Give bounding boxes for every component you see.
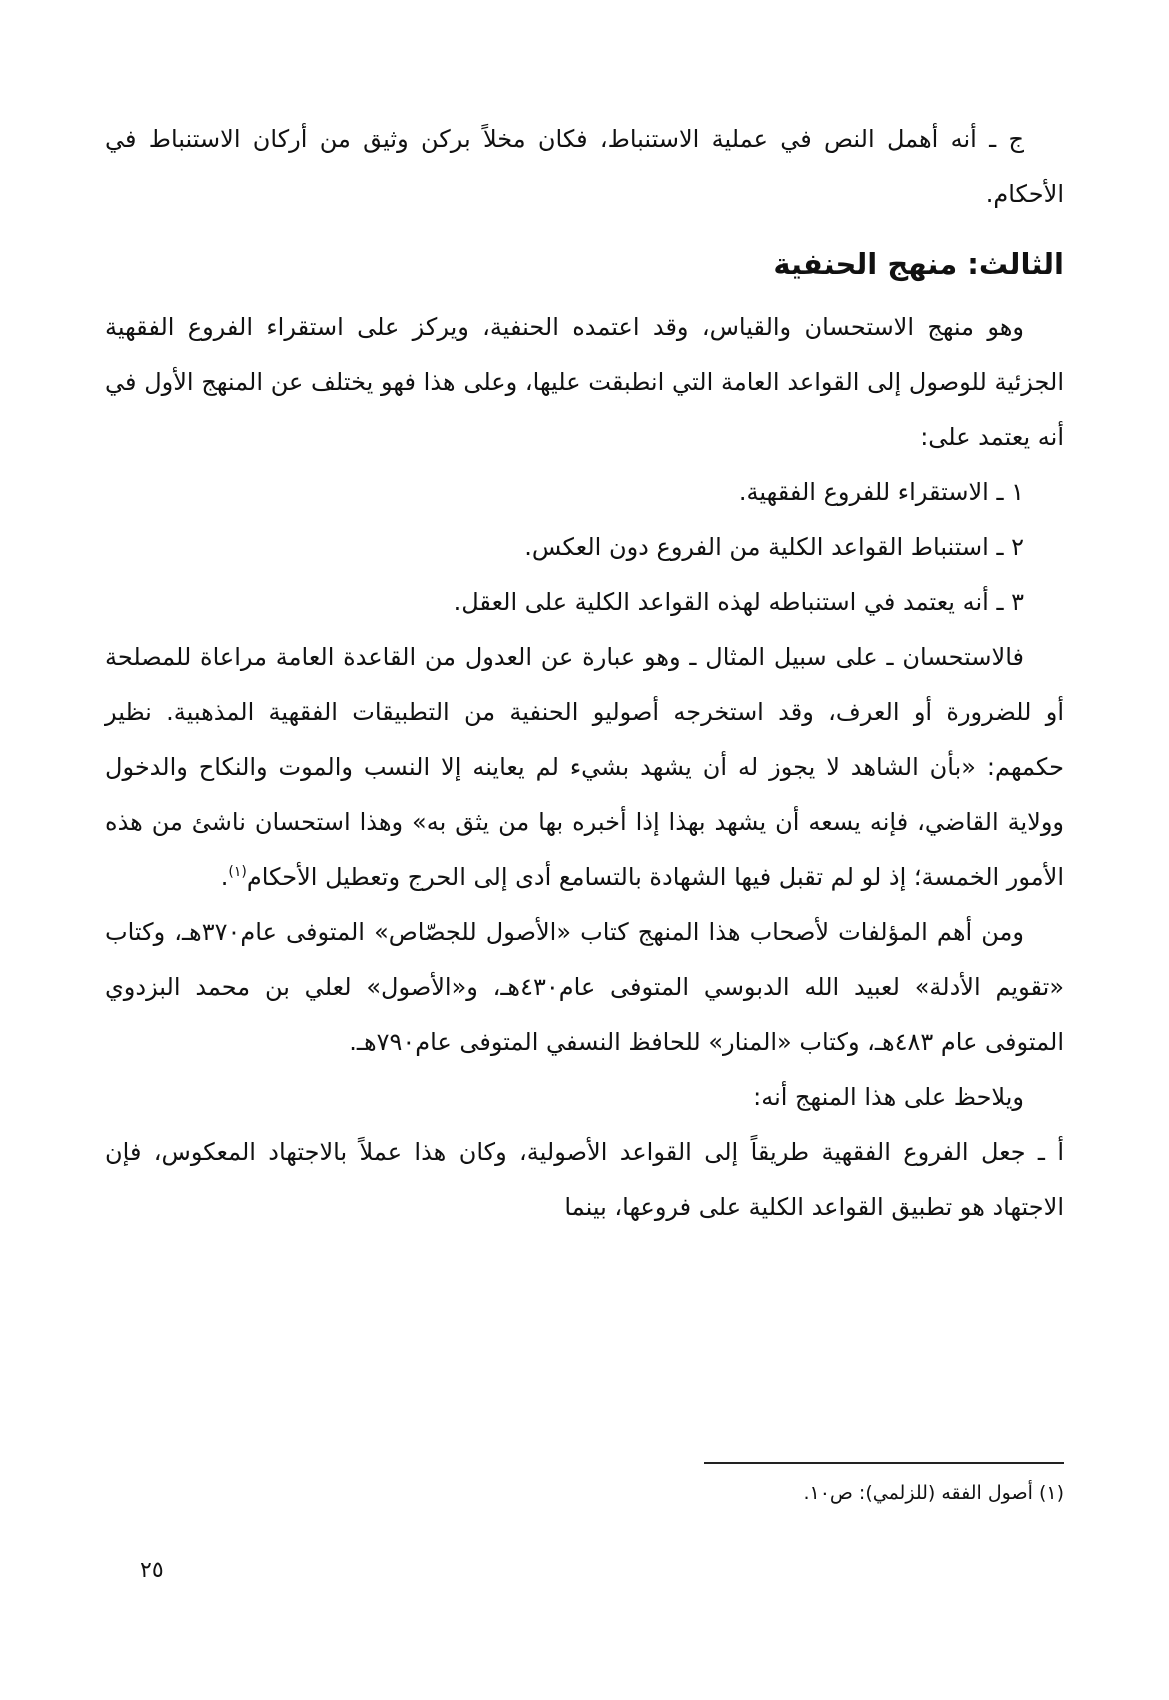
page-number: ٢٥ <box>140 1558 164 1583</box>
paragraph-6: أ ـ جعل الفروع الفقهية طريقاً إلى القواعد الأصولية، وكان هذا عملاً بالاجتهاد المعكوس، فإن الاجتهاد هو تطبيق القواعد الكلية على فروعها، بينما <box>105 1138 1064 1221</box>
paragraph-5: ويلاحظ على هذا المنهج أنه: <box>753 1083 1024 1111</box>
main-text <box>105 112 1064 1235</box>
list-item-3: ٣ ـ أنه يعتمد في استنباطه لهذه القواعد الكلية على العقل. <box>453 588 1024 616</box>
paragraph-3-end: . <box>220 863 229 891</box>
section-heading: الثالث: منهج الحنفية <box>773 247 1064 281</box>
paragraph-3-text: فالاستحسان ـ على سبيل المثال ـ وهو عبارة عن العدول من القاعدة العامة مراعاة للمصلحة أو للضرورة أو العرف، وقد استخرجه أصوليو الحنفية من التطبيقات الفقهية المذهبية. نظير حكمهم: «بأن الشاهد لا يجوز له أن يشهد بشيء لم يعاينه إلا النسب والموت والنكاح والدخول وولاية القاضي، فإنه يسعه أن يشهد بهذا إذا أخبره بها من يثق به» وهذا استحسان ناشئ من هذه الأمور الخمسة؛ إذ لو لم تقبل فيها الشهادة بالتسامع أدى إلى الحرج وتعطيل الأحكام <box>105 643 1064 891</box>
footnote: (١) أصول الفقه (للزلمي): ص١٠. <box>803 1482 1064 1504</box>
footnote-divider <box>704 1462 1064 1464</box>
footnote-reference[interactable]: (١) <box>228 864 247 880</box>
paragraph-1: ج ـ أنه أهمل النص في عملية الاستنباط، فكان مخلاً بركن وثيق من أركان الاستنباط في الأحكام. <box>105 125 1064 208</box>
paragraph-4: ومن أهم المؤلفات لأصحاب هذا المنهج كتاب «الأصول للجصّاص» المتوفى عام٣٧٠هـ، وكتاب «تقويم الأدلة» لعبيد الله الدبوسي المتوفى عام٤٣٠هـ، و«الأصول» لعلي بن محمد البزدوي المتوفى عام ٤٨٣هـ، وكتاب «المنار» للحافظ النسفي المتوفى عام٧٩٠هـ. <box>105 918 1065 1056</box>
list-item-1: ١ ـ الاستقراء للفروع الفقهية. <box>738 478 1024 506</box>
list-item-2: ٢ ـ استنباط القواعد الكلية من الفروع دون العكس. <box>524 533 1024 561</box>
paragraph-3 <box>105 630 1064 905</box>
paragraph-2: وهو منهج الاستحسان والقياس، وقد اعتمده الحنفية، ويركز على استقراء الفروع الفقهية الجزئية للوصول إلى القواعد العامة التي انطبقت عليها، وعلى هذا فهو يختلف عن المنهج الأول في أنه يعتمد على: <box>105 313 1064 451</box>
